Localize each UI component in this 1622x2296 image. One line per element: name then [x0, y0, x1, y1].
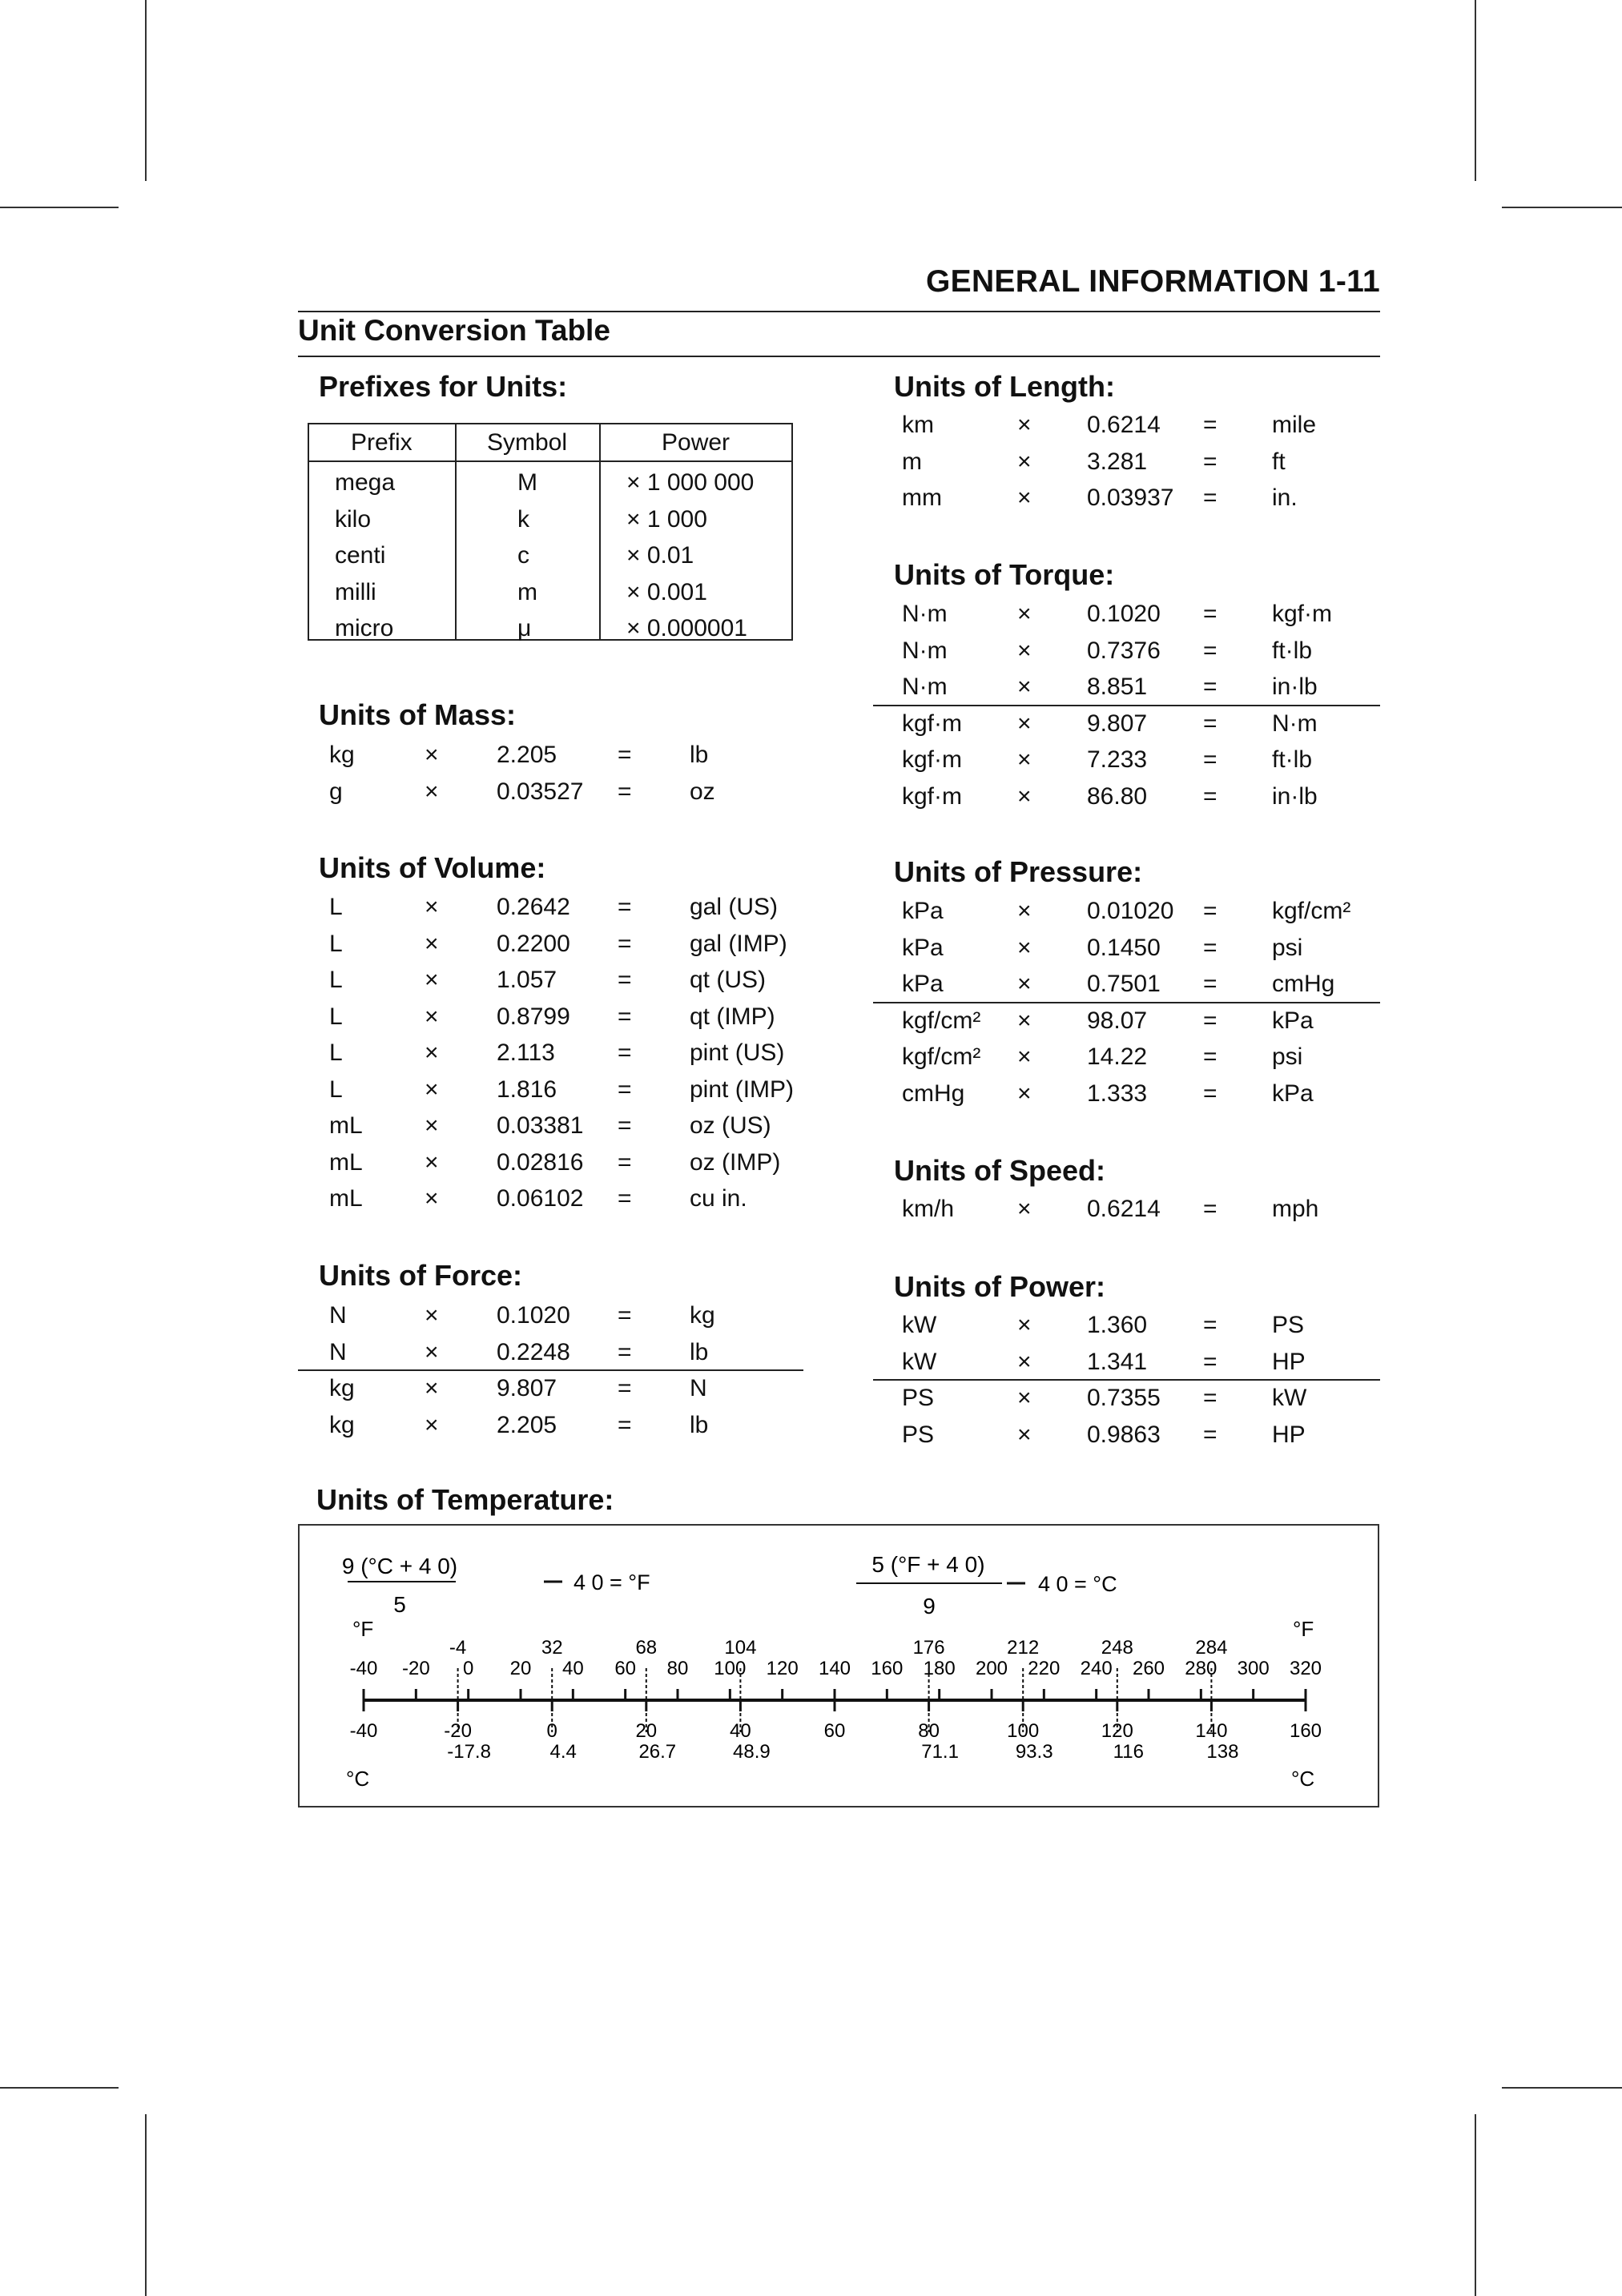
- force-from: N: [329, 1302, 347, 1329]
- prefix-symbol-cell: c: [517, 542, 529, 569]
- force-title: Units of Force:: [319, 1259, 523, 1292]
- power-factor: 1.360: [1087, 1312, 1148, 1338]
- temperature-box: [298, 1524, 1379, 1807]
- length-row: [0, 444, 1622, 480]
- torque-to: N·m: [1272, 710, 1318, 737]
- volume-factor: 1.816: [497, 1076, 557, 1103]
- power-op: ×: [1017, 1348, 1032, 1375]
- volume-to: cu in.: [690, 1185, 747, 1212]
- c-tick-label: -40: [349, 1720, 378, 1742]
- mass-to: oz: [690, 778, 715, 805]
- power-eq: =: [1203, 1312, 1218, 1338]
- prefix-power-cell: × 0.001: [626, 578, 707, 605]
- pressure-eq: =: [1203, 1080, 1218, 1107]
- torque-op: ×: [1017, 782, 1032, 810]
- volume-op: ×: [425, 967, 439, 993]
- volume-from: L: [329, 1003, 343, 1030]
- prefix-symbol-cell: M: [517, 469, 537, 496]
- volume-op: ×: [425, 894, 439, 920]
- torque-from: kgf·m: [902, 782, 962, 810]
- volume-from: mL: [329, 1148, 363, 1176]
- force-eq: =: [618, 1411, 632, 1438]
- c-marked-label: 4.4: [549, 1741, 577, 1763]
- prefix-prefix-cell: micro: [335, 615, 394, 641]
- torque-from: N·m: [902, 674, 948, 700]
- formula-f-tail: 4 0 = °F: [574, 1570, 650, 1594]
- pressure-to: psi: [1272, 1043, 1303, 1070]
- temperature-title: Units of Temperature:: [316, 1483, 614, 1516]
- power-eq: =: [1203, 1385, 1218, 1411]
- c-marked-label: 93.3: [1015, 1741, 1053, 1763]
- torque-row: [0, 633, 1622, 669]
- speed-eq: =: [1203, 1196, 1218, 1222]
- pressure-op: ×: [1017, 898, 1032, 924]
- pressure-from: kPa: [902, 971, 944, 997]
- prefix-symbol-cell: m: [517, 578, 537, 605]
- prefix-power-cell: × 1 000 000: [626, 469, 755, 496]
- c-tick-label: 120: [1101, 1720, 1133, 1742]
- force-op: ×: [425, 1411, 439, 1438]
- volume-to: pint (IMP): [690, 1076, 795, 1103]
- crop-mark: [1475, 0, 1476, 181]
- volume-factor: 0.2200: [497, 930, 570, 957]
- pressure-op: ×: [1017, 1007, 1032, 1034]
- torque-op: ×: [1017, 746, 1032, 773]
- volume-to: oz (US): [690, 1112, 771, 1139]
- f-tick-label: 200: [975, 1658, 1008, 1679]
- c-tick-label: 20: [635, 1720, 658, 1742]
- c-marked-label: 26.7: [638, 1741, 677, 1763]
- volume-op: ×: [425, 1003, 439, 1030]
- power-factor: 0.9863: [1087, 1421, 1161, 1448]
- torque-row: [0, 706, 1622, 742]
- f-tick-label: 320: [1289, 1658, 1322, 1679]
- force-eq: =: [618, 1302, 632, 1329]
- f-tick-label: 120: [766, 1658, 799, 1679]
- mass-to: lb: [690, 742, 709, 768]
- speed-to: mph: [1272, 1196, 1319, 1222]
- prefix-power-cell: × 0.01: [626, 542, 694, 569]
- torque-eq: =: [1203, 746, 1218, 773]
- prefix-symbol-cell: μ: [517, 615, 532, 641]
- volume-from: mL: [329, 1112, 363, 1139]
- torque-op: ×: [1017, 601, 1032, 627]
- volume-from: mL: [329, 1185, 363, 1212]
- force-factor: 2.205: [497, 1411, 557, 1438]
- volume-factor: 0.2642: [497, 894, 570, 920]
- c-tick-label: 160: [1289, 1720, 1322, 1742]
- pressure-eq: =: [1203, 1043, 1218, 1070]
- c-marked-label: 138: [1206, 1741, 1239, 1763]
- power-from: PS: [902, 1421, 935, 1448]
- prefixes-title: Prefixes for Units:: [319, 370, 568, 403]
- power-row: [0, 1344, 1622, 1380]
- length-factor: 0.03937: [1087, 485, 1174, 511]
- torque-to: ft·lb: [1272, 637, 1313, 664]
- table-header: Prefix: [351, 429, 413, 456]
- mass-op: ×: [425, 778, 439, 805]
- f-tick-label: -40: [349, 1658, 378, 1679]
- volume-to: pint (US): [690, 1039, 785, 1066]
- volume-eq: =: [618, 1003, 632, 1030]
- table-header: Symbol: [487, 429, 568, 456]
- header-rule: [298, 311, 1380, 312]
- title-rule: [298, 356, 1380, 357]
- pressure-factor: 0.1450: [1087, 934, 1161, 961]
- f-tick-label: 180: [923, 1658, 956, 1679]
- power-factor: 0.7355: [1087, 1385, 1161, 1411]
- mass-eq: =: [618, 742, 632, 768]
- force-op: ×: [425, 1338, 439, 1365]
- prefix-power-cell: × 0.000001: [626, 615, 747, 641]
- pressure-factor: 98.07: [1087, 1007, 1148, 1034]
- length-row: [0, 480, 1622, 516]
- power-to: HP: [1272, 1421, 1306, 1448]
- unit-c-label: °C: [346, 1767, 370, 1791]
- unit-f-label: °F: [1293, 1617, 1314, 1641]
- c-tick-label: 40: [730, 1720, 751, 1742]
- volume-factor: 0.02816: [497, 1148, 584, 1176]
- length-title: Units of Length:: [894, 370, 1115, 403]
- f-tick-label: 60: [614, 1658, 637, 1679]
- pressure-to: kgf/cm²: [1272, 898, 1351, 924]
- length-from: km: [902, 412, 934, 438]
- crop-mark: [0, 207, 119, 208]
- unit-c-label: °C: [1291, 1767, 1315, 1791]
- power-row: [0, 1380, 1622, 1416]
- speed-op: ×: [1017, 1196, 1032, 1222]
- f-tick-label: -20: [401, 1658, 430, 1679]
- volume-op: ×: [425, 930, 439, 957]
- volume-eq: =: [618, 1112, 632, 1139]
- torque-op: ×: [1017, 674, 1032, 700]
- torque-eq: =: [1203, 637, 1218, 664]
- page-header: GENERAL INFORMATION 1-11: [926, 264, 1380, 299]
- volume-eq: =: [618, 967, 632, 993]
- volume-from: L: [329, 894, 343, 920]
- volume-from: L: [329, 1076, 343, 1103]
- power-to: PS: [1272, 1312, 1305, 1338]
- torque-to: in·lb: [1272, 782, 1318, 810]
- crop-mark: [1502, 207, 1622, 208]
- torque-eq: =: [1203, 674, 1218, 700]
- volume-to: oz (IMP): [690, 1148, 781, 1176]
- length-eq: =: [1203, 485, 1218, 511]
- power-eq: =: [1203, 1348, 1218, 1375]
- c-tick-label: 80: [918, 1720, 940, 1742]
- force-factor: 0.2248: [497, 1338, 570, 1365]
- prefix-prefix-cell: milli: [335, 578, 376, 605]
- speed-row: [0, 1191, 1622, 1227]
- length-to: ft: [1272, 448, 1286, 475]
- force-from: N: [329, 1338, 347, 1365]
- volume-to: qt (IMP): [690, 1003, 775, 1030]
- speed-title: Units of Speed:: [894, 1154, 1106, 1187]
- force-factor: 9.807: [497, 1375, 557, 1401]
- length-to: mile: [1272, 412, 1317, 438]
- c-tick-label: 100: [1007, 1720, 1040, 1742]
- c-tick-label: 60: [823, 1720, 846, 1742]
- volume-to: gal (US): [690, 894, 779, 920]
- power-divider: [873, 1379, 1380, 1381]
- torque-eq: =: [1203, 710, 1218, 737]
- volume-title: Units of Volume:: [319, 851, 546, 884]
- volume-eq: =: [618, 894, 632, 920]
- pressure-divider: [873, 1002, 1380, 1003]
- pressure-from: cmHg: [902, 1080, 965, 1107]
- f-marked-label: 68: [635, 1637, 658, 1659]
- force-to: lb: [690, 1411, 709, 1438]
- mass-op: ×: [425, 742, 439, 768]
- pressure-op: ×: [1017, 971, 1032, 997]
- pressure-factor: 0.01020: [1087, 898, 1174, 924]
- torque-factor: 86.80: [1087, 782, 1148, 810]
- mass-factor: 0.03527: [497, 778, 584, 805]
- power-title: Units of Power:: [894, 1270, 1106, 1303]
- f-marked-label: 104: [724, 1637, 757, 1659]
- f-tick-label: 300: [1237, 1658, 1270, 1679]
- formula-f-numerator: 9 (°C + 4 0): [341, 1554, 458, 1578]
- torque-to: ft·lb: [1272, 746, 1313, 773]
- pressure-row: [0, 966, 1622, 1002]
- torque-eq: =: [1203, 601, 1218, 627]
- pressure-op: ×: [1017, 934, 1032, 961]
- speed-factor: 0.6214: [1087, 1196, 1161, 1222]
- unit-f-label: °F: [352, 1617, 374, 1641]
- f-tick-label: 160: [871, 1658, 904, 1679]
- pressure-factor: 1.333: [1087, 1080, 1148, 1107]
- crop-mark: [1502, 2087, 1622, 2089]
- crop-mark: [1475, 2114, 1476, 2296]
- force-from: kg: [329, 1411, 355, 1438]
- f-tick-label: 100: [714, 1658, 747, 1679]
- length-op: ×: [1017, 485, 1032, 511]
- table-header: Power: [662, 429, 731, 456]
- f-marked-label: 32: [541, 1637, 563, 1659]
- pressure-eq: =: [1203, 934, 1218, 961]
- volume-op: ×: [425, 1185, 439, 1212]
- torque-row: [0, 742, 1622, 778]
- volume-factor: 2.113: [497, 1039, 555, 1066]
- power-op: ×: [1017, 1421, 1032, 1448]
- formula-c-denominator: 9: [923, 1594, 936, 1618]
- c-tick-label: 140: [1195, 1720, 1228, 1742]
- pressure-row: [0, 1039, 1622, 1075]
- length-eq: =: [1203, 412, 1218, 438]
- torque-factor: 0.1020: [1087, 601, 1161, 627]
- pressure-from: kPa: [902, 934, 944, 961]
- f-tick-label: 140: [818, 1658, 851, 1679]
- c-marked-label: -17.8: [447, 1741, 491, 1763]
- f-marked-label: 248: [1101, 1637, 1133, 1659]
- mass-factor: 2.205: [497, 742, 557, 768]
- temperature-scale: [300, 1526, 1378, 1806]
- pressure-from: kPa: [902, 898, 944, 924]
- page-title: Unit Conversion Table: [298, 314, 610, 347]
- f-tick-label: 40: [561, 1658, 584, 1679]
- power-op: ×: [1017, 1312, 1032, 1338]
- volume-row: [0, 1144, 1622, 1180]
- mass-from: kg: [329, 742, 355, 768]
- force-op: ×: [425, 1375, 439, 1401]
- f-marked-label: 176: [912, 1637, 945, 1659]
- prefix-prefix-cell: kilo: [335, 505, 372, 533]
- c-tick-label: -20: [444, 1720, 472, 1742]
- volume-from: L: [329, 967, 343, 993]
- volume-to: qt (US): [690, 967, 767, 993]
- power-to: HP: [1272, 1348, 1306, 1375]
- prefix-prefix-cell: mega: [335, 469, 396, 496]
- torque-factor: 8.851: [1087, 674, 1148, 700]
- pressure-eq: =: [1203, 898, 1218, 924]
- f-tick-label: 80: [666, 1658, 689, 1679]
- force-eq: =: [618, 1375, 632, 1401]
- torque-to: kgf·m: [1272, 601, 1332, 627]
- force-factor: 0.1020: [497, 1302, 570, 1329]
- volume-factor: 0.8799: [497, 1003, 570, 1030]
- c-tick-label: 0: [546, 1720, 557, 1742]
- volume-op: ×: [425, 1076, 439, 1103]
- pressure-row: [0, 930, 1622, 966]
- power-op: ×: [1017, 1385, 1032, 1411]
- f-marked-label: -4: [449, 1637, 467, 1659]
- torque-row: [0, 669, 1622, 705]
- power-eq: =: [1203, 1421, 1218, 1448]
- pressure-factor: 14.22: [1087, 1043, 1148, 1070]
- length-row: [0, 407, 1622, 443]
- pressure-op: ×: [1017, 1080, 1032, 1107]
- formula-c-numerator: 5 (°F + 4 0): [871, 1552, 985, 1577]
- force-to: kg: [690, 1302, 715, 1329]
- power-factor: 1.341: [1087, 1348, 1148, 1375]
- volume-to: gal (IMP): [690, 930, 787, 957]
- volume-op: ×: [425, 1112, 439, 1139]
- torque-divider: [873, 705, 1380, 706]
- prefix-symbol-cell: k: [517, 505, 529, 533]
- volume-eq: =: [618, 1148, 632, 1176]
- mass-eq: =: [618, 778, 632, 805]
- torque-from: N·m: [902, 637, 948, 664]
- force-from: kg: [329, 1375, 355, 1401]
- volume-row: [0, 1108, 1622, 1144]
- torque-from: kgf·m: [902, 710, 962, 737]
- length-from: m: [902, 448, 922, 475]
- volume-eq: =: [618, 930, 632, 957]
- force-to: N: [690, 1375, 707, 1401]
- force-op: ×: [425, 1302, 439, 1329]
- length-eq: =: [1203, 448, 1218, 475]
- torque-row: [0, 778, 1622, 814]
- mass-from: g: [329, 778, 343, 805]
- f-tick-label: 260: [1132, 1658, 1165, 1679]
- pressure-op: ×: [1017, 1043, 1032, 1070]
- speed-from: km/h: [902, 1196, 955, 1222]
- length-op: ×: [1017, 412, 1032, 438]
- pressure-from: kgf/cm²: [902, 1043, 981, 1070]
- power-to: kW: [1272, 1385, 1307, 1411]
- torque-row: [0, 596, 1622, 632]
- f-tick-label: 240: [1080, 1658, 1113, 1679]
- c-marked-label: 48.9: [733, 1741, 771, 1763]
- force-eq: =: [618, 1338, 632, 1365]
- pressure-to: cmHg: [1272, 971, 1335, 997]
- power-row: [0, 1307, 1622, 1343]
- c-marked-label: 116: [1113, 1741, 1144, 1763]
- pressure-eq: =: [1203, 971, 1218, 997]
- pressure-from: kgf/cm²: [902, 1007, 981, 1034]
- prefix-prefix-cell: centi: [335, 542, 386, 569]
- mass-title: Units of Mass:: [319, 698, 517, 731]
- volume-eq: =: [618, 1076, 632, 1103]
- torque-from: kgf·m: [902, 746, 962, 773]
- torque-factor: 0.7376: [1087, 637, 1161, 664]
- volume-from: L: [329, 1039, 343, 1066]
- pressure-to: kPa: [1272, 1007, 1314, 1034]
- volume-op: ×: [425, 1148, 439, 1176]
- power-from: PS: [902, 1385, 935, 1411]
- volume-from: L: [329, 930, 343, 957]
- length-from: mm: [902, 485, 942, 511]
- pressure-to: psi: [1272, 934, 1303, 961]
- torque-eq: =: [1203, 782, 1218, 810]
- f-tick-label: 0: [462, 1658, 474, 1679]
- formula-c-tail: 4 0 = °C: [1038, 1572, 1117, 1596]
- volume-eq: =: [618, 1039, 632, 1066]
- power-from: kW: [902, 1348, 937, 1375]
- torque-factor: 9.807: [1087, 710, 1148, 737]
- volume-eq: =: [618, 1185, 632, 1212]
- pressure-to: kPa: [1272, 1080, 1314, 1107]
- f-tick-label: 280: [1185, 1658, 1218, 1679]
- volume-factor: 0.03381: [497, 1112, 584, 1139]
- crop-mark: [145, 2114, 147, 2296]
- torque-title: Units of Torque:: [894, 558, 1115, 591]
- f-marked-label: 284: [1195, 1637, 1228, 1659]
- volume-factor: 0.06102: [497, 1185, 584, 1212]
- volume-factor: 1.057: [497, 967, 557, 993]
- f-tick-label: 20: [509, 1658, 532, 1679]
- torque-op: ×: [1017, 637, 1032, 664]
- force-to: lb: [690, 1338, 709, 1365]
- pressure-eq: =: [1203, 1007, 1218, 1034]
- torque-to: in·lb: [1272, 674, 1318, 700]
- torque-factor: 7.233: [1087, 746, 1148, 773]
- f-tick-label: 220: [1028, 1658, 1061, 1679]
- pressure-row: [0, 893, 1622, 929]
- length-to: in.: [1272, 485, 1298, 511]
- crop-mark: [145, 0, 147, 181]
- length-factor: 3.281: [1087, 448, 1148, 475]
- f-marked-label: 212: [1007, 1637, 1040, 1659]
- c-marked-label: 71.1: [921, 1741, 959, 1763]
- formula-f-denominator: 5: [393, 1592, 406, 1617]
- pressure-row: [0, 1003, 1622, 1039]
- pressure-factor: 0.7501: [1087, 971, 1161, 997]
- volume-op: ×: [425, 1039, 439, 1066]
- prefix-power-cell: × 1 000: [626, 505, 707, 533]
- pressure-title: Units of Pressure:: [894, 855, 1143, 888]
- power-row: [0, 1417, 1622, 1453]
- crop-mark: [0, 2087, 119, 2089]
- power-from: kW: [902, 1312, 937, 1338]
- length-factor: 0.6214: [1087, 412, 1161, 438]
- length-op: ×: [1017, 448, 1032, 475]
- torque-op: ×: [1017, 710, 1032, 737]
- torque-from: N·m: [902, 601, 948, 627]
- pressure-row: [0, 1076, 1622, 1112]
